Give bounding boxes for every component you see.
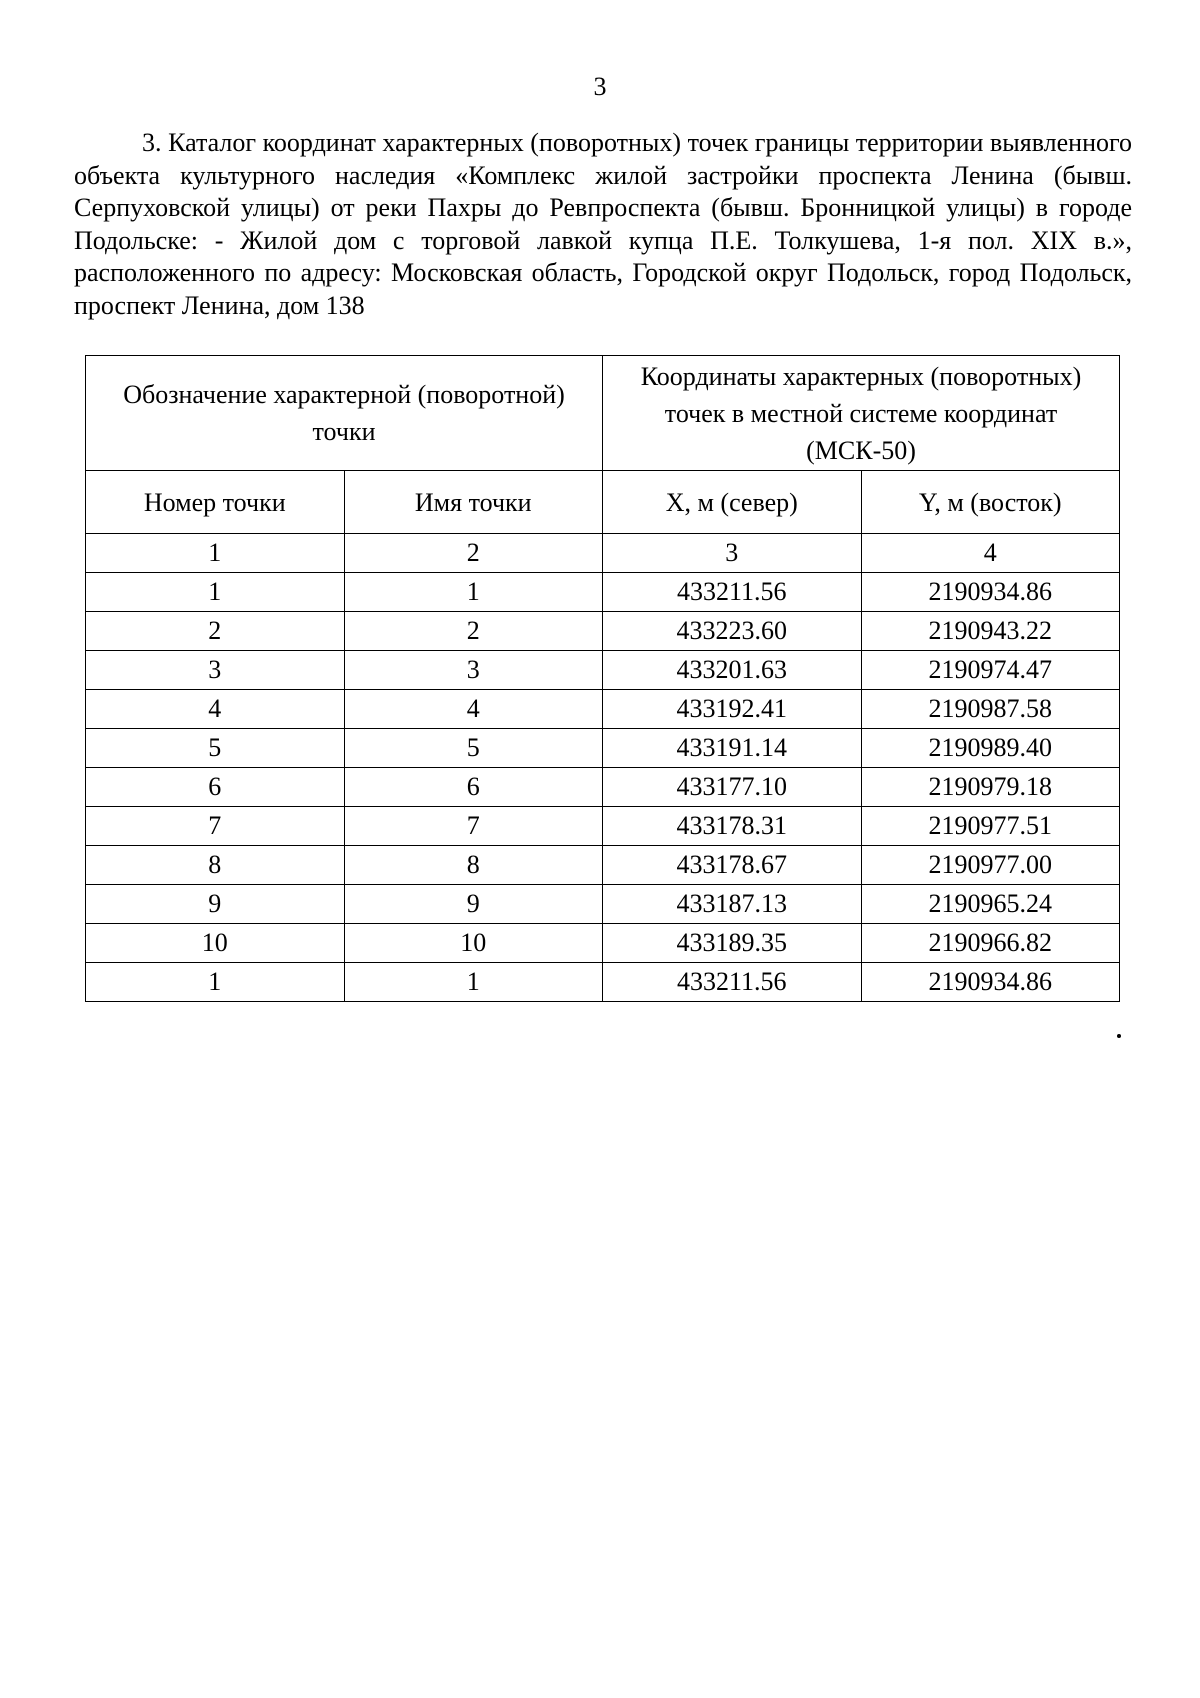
cell-point-number: 8 [86, 846, 345, 885]
cell-x: 433187.13 [603, 885, 862, 924]
table-row [86, 573, 1120, 612]
cell-x: 433192.41 [603, 690, 862, 729]
cell-point-name: 1 [344, 963, 603, 1002]
cell-x: 433211.56 [603, 963, 862, 1002]
cell-point-number: 1 [86, 963, 345, 1002]
cell-point-number: 3 [86, 651, 345, 690]
cell-y: 2190943.22 [861, 612, 1120, 651]
table-row [86, 768, 1120, 807]
table-row [86, 807, 1120, 846]
cell-point-name: 2 [344, 612, 603, 651]
column-header-y: Y, м (восток) [861, 471, 1120, 534]
cell-x: 433191.14 [603, 729, 862, 768]
cell-point-name: 9 [344, 885, 603, 924]
cell-point-number: 4 [86, 690, 345, 729]
table-row [86, 690, 1120, 729]
cell-y: 2190966.82 [861, 924, 1120, 963]
table-column-header-row [86, 471, 1120, 534]
coordinates-table-body [86, 356, 1120, 1002]
cell-point-name: 3 [344, 651, 603, 690]
table-row [86, 651, 1120, 690]
group-header-coords: Координаты характерных (поворотных) точек в местной системе координат (МСК-50) [603, 356, 1120, 471]
cell-point-name: 1 [344, 573, 603, 612]
cell-point-number: 6 [86, 768, 345, 807]
page-number: 3 [593, 72, 607, 101]
cell-y: 2190934.86 [861, 963, 1120, 1002]
table-column-number-row [86, 534, 1120, 573]
group-header-point: Обозначение характерной (поворотной) точки [86, 356, 603, 471]
cell-point-number: 10 [86, 924, 345, 963]
cell-x: 433189.35 [603, 924, 862, 963]
cell-y: 2190989.40 [861, 729, 1120, 768]
table-row [86, 612, 1120, 651]
cell-point-number: 1 [86, 573, 345, 612]
cell-point-number: 9 [86, 885, 345, 924]
cell-x: 433201.63 [603, 651, 862, 690]
cell-y: 2190979.18 [861, 768, 1120, 807]
column-number: 4 [861, 534, 1120, 573]
table-row [86, 885, 1120, 924]
column-header-point-number: Номер точки [86, 471, 345, 534]
coordinates-table [85, 355, 1120, 1002]
cell-x: 433178.67 [603, 846, 862, 885]
stray-dot [1117, 1034, 1121, 1038]
cell-y: 2190977.51 [861, 807, 1120, 846]
column-number: 2 [344, 534, 603, 573]
column-header-point-name: Имя точки [344, 471, 603, 534]
table-group-header-row [86, 356, 1120, 471]
table-row [86, 924, 1120, 963]
cell-point-name: 6 [344, 768, 603, 807]
cell-y: 2190965.24 [861, 885, 1120, 924]
cell-point-name: 5 [344, 729, 603, 768]
column-number: 3 [603, 534, 862, 573]
table-row [86, 846, 1120, 885]
cell-point-name: 7 [344, 807, 603, 846]
table-row [86, 963, 1120, 1002]
cell-x: 433178.31 [603, 807, 862, 846]
cell-point-number: 5 [86, 729, 345, 768]
cell-y: 2190934.86 [861, 573, 1120, 612]
cell-x: 433211.56 [603, 573, 862, 612]
cell-x: 433177.10 [603, 768, 862, 807]
cell-point-number: 7 [86, 807, 345, 846]
cell-point-name: 4 [344, 690, 603, 729]
cell-y: 2190987.58 [861, 690, 1120, 729]
cell-x: 433223.60 [603, 612, 862, 651]
column-header-x: X, м (север) [603, 471, 862, 534]
cell-y: 2190977.00 [861, 846, 1120, 885]
intro-paragraph: 3. Каталог координат характерных (поворотных) точек границы территории выявленного объекта культурного наследия «Комплекс жилой застройки проспекта Ленина (бывш. Серпуховской улицы) от реки Пахры до Ревпроспекта (бывш. Бронницкой улицы) в городе Подольске: - Жилой дом с торговой лавкой купца П.Е. Толкушева, 1-я пол. XIX в.», расположенного по адресу: Московская область, Городской округ Подольск, город Подольск, проспект Ленина, дом 138 [74, 128, 1132, 320]
cell-y: 2190974.47 [861, 651, 1120, 690]
column-number: 1 [86, 534, 345, 573]
table-row [86, 729, 1120, 768]
cell-point-name: 8 [344, 846, 603, 885]
cell-point-name: 10 [344, 924, 603, 963]
cell-point-number: 2 [86, 612, 345, 651]
